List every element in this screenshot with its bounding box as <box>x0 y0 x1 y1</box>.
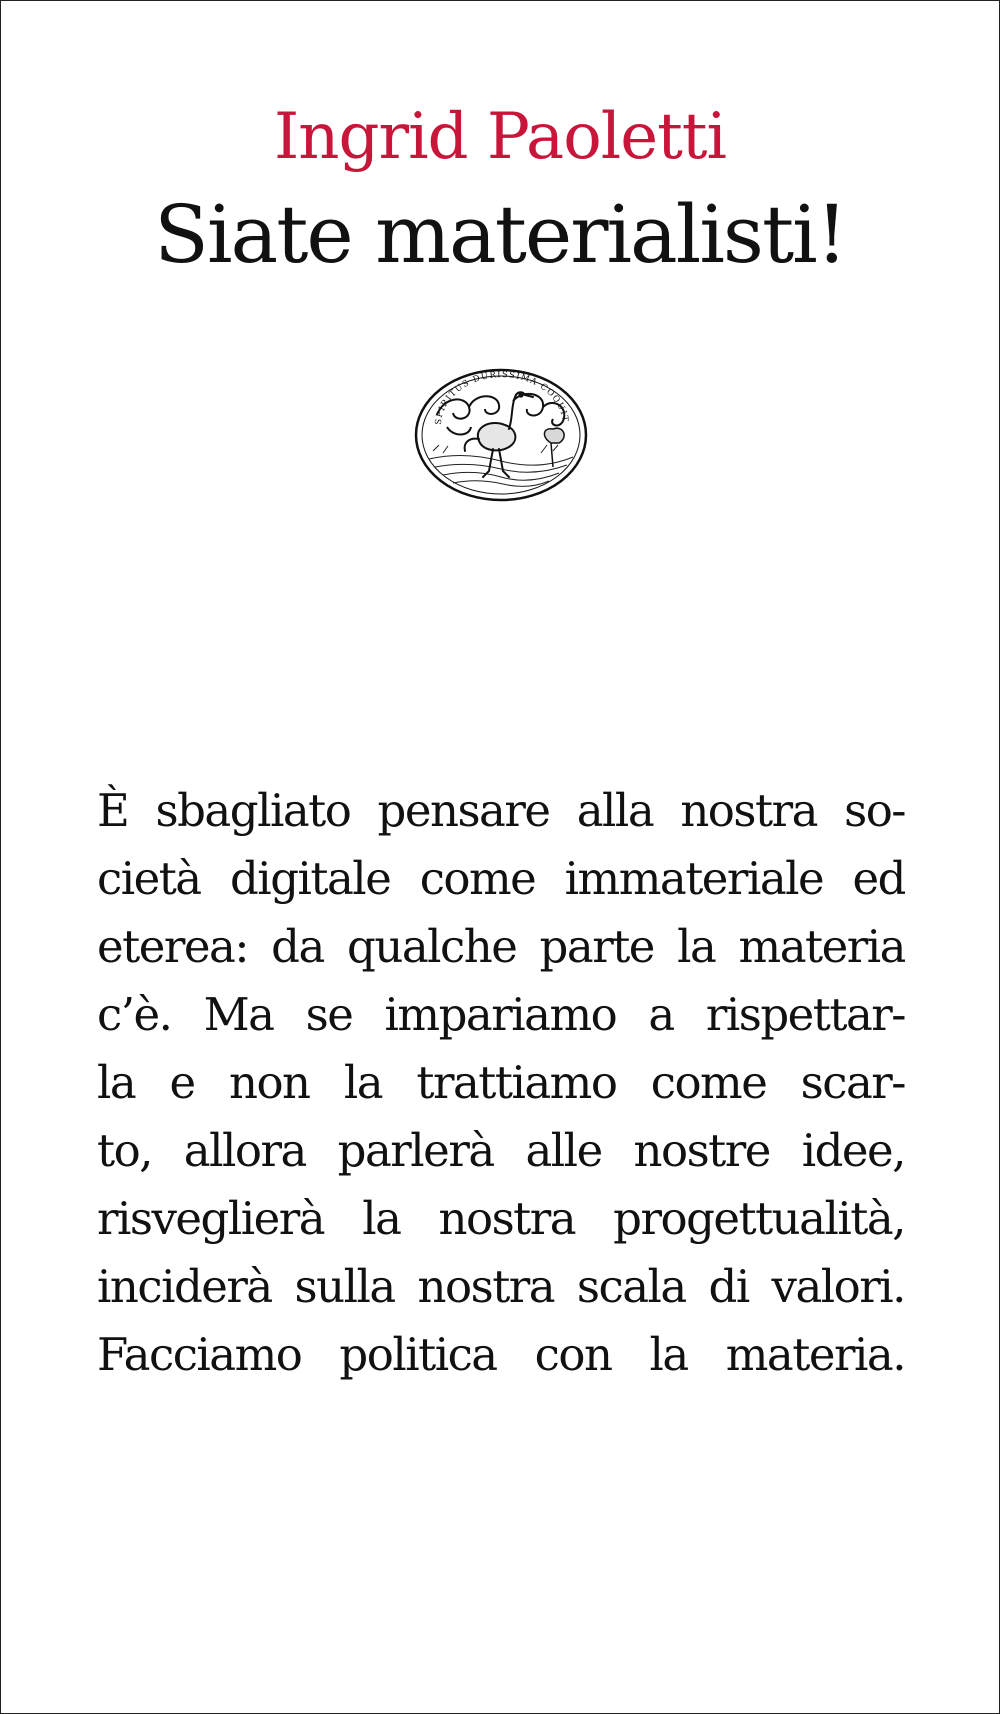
blurb-line: eterea: da qualche parte la materia <box>97 920 905 973</box>
ostrich-emblem-icon <box>413 367 589 503</box>
blurb-line: c’è. Ma se impariamo a rispettar- <box>97 988 905 1041</box>
blurb-line: cietà digitale come immateriale ed <box>97 852 905 905</box>
blurb-line: risveglierà la nostra progettualità, <box>97 1192 905 1245</box>
svg-text:SPIRITUS DURISSIMA COQUIT: SPIRITUS DURISSIMA COQUIT <box>433 370 571 426</box>
author-name: Ingrid Paoletti <box>274 100 726 174</box>
blurb-line: Facciamo politica con la materia. <box>97 1328 905 1381</box>
back-cover-blurb <box>97 777 905 1389</box>
blurb-line: È sbagliato pensare alla nostra so- <box>97 784 905 837</box>
blurb-line: to, allora parlerà alle nostre idee, <box>97 1124 905 1177</box>
blurb-line: inciderà sulla nostra scala di valori. <box>97 1260 905 1313</box>
blurb-line: la e non la trattiamo come scar- <box>97 1056 905 1109</box>
book-title: Siate materialisti! <box>154 188 846 281</box>
